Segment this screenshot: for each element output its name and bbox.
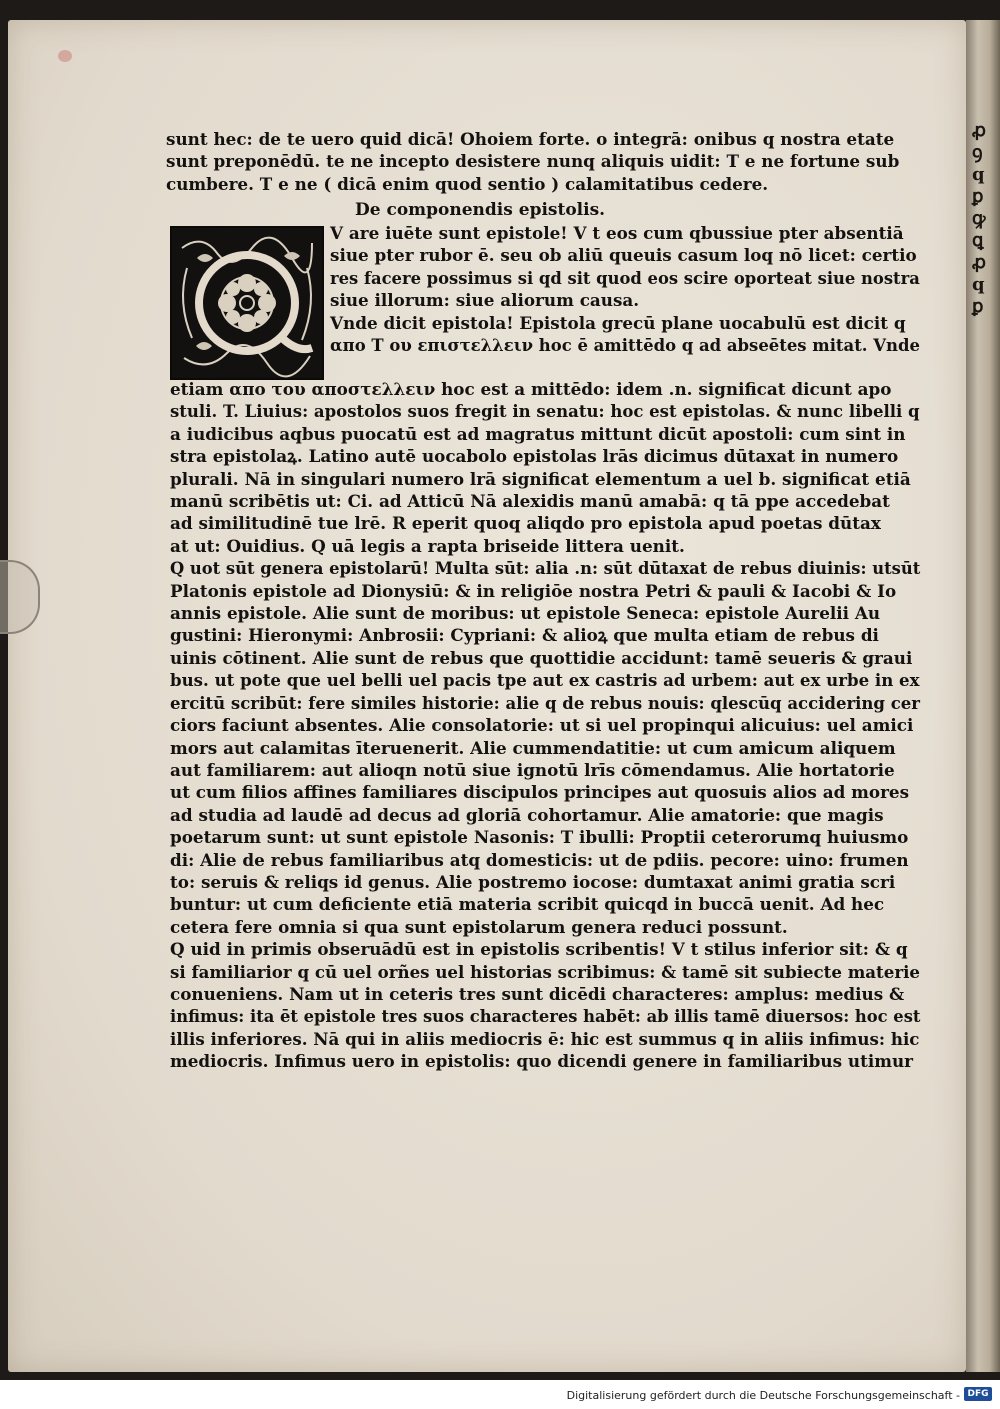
text-line: stra epistolaꝝ. Latino autē uocabolo epistolas lrās dicimus dūtaxat in numero <box>170 446 899 467</box>
text-line: a iudicibus aqbus puocatū est ad magratus mittunt dicūt apostoli: cum sint in <box>170 423 906 444</box>
text-line: cumbere. T e ne ( dicā enim quod sentio ) calamitatibus cedere. <box>166 173 769 194</box>
text-block-beside-initial <box>330 222 920 356</box>
text-line: ad similitudinē tue lrē. R eperit quoq aliqdo pro epistola apud poetas dūtax <box>170 513 881 534</box>
text-line: buntur: ut cum deficiente etiā materia scribit quicqd in buccā uenit. Ad hec <box>170 894 885 915</box>
text-line: poetarum sunt: ut sunt epistole Nasonis: T ibulli: Proptii ceterorumq huiusmo <box>170 827 909 848</box>
text-line: Vnde dicit epistola! Epistola grecū plane uocabulū est dicit q <box>330 312 906 333</box>
text-line: mors aut calamitas īteruenerit. Alie cummendatitie: ut cum amicum aliquem <box>170 737 896 758</box>
text-line: di: Alie de rebus familiaribus atq domesticis: ut de pdiis. pecore: uino: frumen <box>170 849 909 870</box>
text-line: at ut: Ouidius. Q uā legis a rapta briseide littera uenit. <box>170 535 685 556</box>
text-line: ciors faciunt absentes. Alie consolatorie: ut si uel propinqui alicuius: uel amici <box>170 715 914 736</box>
text-block-top <box>166 128 914 195</box>
text-line: etiam απο του αποστελλειν hoc est a mittēdo: idem .n. significat dicunt apo <box>170 379 892 399</box>
text-line: Q uid in primis obseruādū est in epistolis scribentis! V t stilus inferior sit: & q <box>170 939 908 960</box>
section-heading: De componendis epistolis. <box>355 200 606 220</box>
text-line: siue pter rubor ē. seu ob aliū queuis casum loq nō licet: certio <box>330 245 917 266</box>
text-line: plurali. Nā in singulari numero lrā significat elementum a uel b. significat etiā <box>170 468 911 489</box>
text-line: illis inferiores. Nā qui in aliis mediocris ē: hic est summus q in aliis infimus: hic <box>170 1028 920 1049</box>
text-line: cetera fere omnia si qua sunt epistolarum genera reduci possunt. <box>170 916 788 937</box>
text-line: conueniens. Nam ut in ceteris tres sunt dicēdi characteres: amplus: medius & <box>170 983 905 1004</box>
text-line: Q uot sūt genera epistolarū! Multa sūt: alia .n: sūt dūtaxat de rebus diuinis: utsūt <box>170 558 921 579</box>
text-line: si familiarior q cū uel orñes uel historias scribimus: & tamē sit subiecte materie <box>170 961 920 982</box>
ornament-icon <box>172 228 322 378</box>
funding-credit: Digitalisierung gefördert durch die Deutsche Forschungsgemeinschaft - <box>566 1389 960 1402</box>
text-line: res facere possimus si qd sit quod eos scire oporteat siue nostra <box>330 267 920 288</box>
dfg-logo-icon: DFG <box>964 1387 992 1401</box>
facing-page-fragments: ꝓ ꝯ q ꝑ ꝙ ꝗ ꝓ q ꝑ <box>972 120 985 317</box>
footer-bar <box>0 1380 1000 1409</box>
text-line: bus. ut pote que uel belli uel pacis tpe aut ex castris ad urbem: aut ex urbe in ex <box>170 670 920 691</box>
text-line: ad studia ad laudē ad decus ad gloriā cohortamur. Alie amatorie: que magis <box>170 804 884 825</box>
text-line: stuli. T. Liuius: apostolos suos fregit in senatu: hoc est epistolas. & nunc libelli q <box>170 401 920 422</box>
text-line: sunt preponēdū. te ne incepto desistere nunq aliquis uidit: T e ne fortune sub <box>166 151 900 172</box>
text-line: to: seruis & reliqs id genus. Alie postremo iocose: dumtaxat animi gratia scri <box>170 871 896 892</box>
text-line: V are iuēte sunt epistole! V t eos cum qbussiue pter absentiā <box>330 223 904 243</box>
text-line: ercitū scribūt: fere similes historie: alie q de rebus nouis: qlescūq accidering cer <box>170 692 920 713</box>
red-stain <box>58 50 72 62</box>
text-line: mediocris. Infimus uero in epistolis: quo dicendi genere in familiaribus utimur <box>170 1051 913 1072</box>
text-line: ut cum filios affines familiares discipulos principes aut quosuis alios ad mores <box>170 782 910 803</box>
text-line: siue illorum: siue aliorum causa. <box>330 290 640 311</box>
decorated-initial-q-icon <box>170 226 324 380</box>
text-line: απο Τ ου επιστελλειν hoc ē amittēdo q ad abseētes mitat. Vnde <box>330 335 920 356</box>
text-line: sunt hec: de te uero quid dicā! Ohoiem forte. o integrā: onibus q nostra etate <box>166 129 895 149</box>
text-block-main <box>170 378 920 1073</box>
text-line: gustini: Hieronymi: Anbrosii: Cypriani: & alioꝝ que multa etiam de rebus di <box>170 625 879 646</box>
text-line: annis epistole. Alie sunt de moribus: ut epistole Seneca: epistole Aurelii Au <box>170 603 881 624</box>
text-line: aut familiarem: aut alioqn notū siue ignotū lrīs cōmendamus. Alie hortatorie <box>170 759 895 780</box>
text-line: uinis cōtinent. Alie sunt de rebus que quottidie accidunt: tamē seueris & graui <box>170 647 913 668</box>
text-line: manū scribētis ut: Ci. ad Atticū Nā alexidis manū amabā: q tā ppe accedebat <box>170 491 890 512</box>
text-line: Platonis epistole ad Dionysiū: & in religiōe nostra Petri & pauli & Iacobi & Io <box>170 580 897 601</box>
text-line: infimus: ita ēt epistole tres suos characteres habēt: ab illis tamē diuersos: hoc est <box>170 1006 921 1027</box>
